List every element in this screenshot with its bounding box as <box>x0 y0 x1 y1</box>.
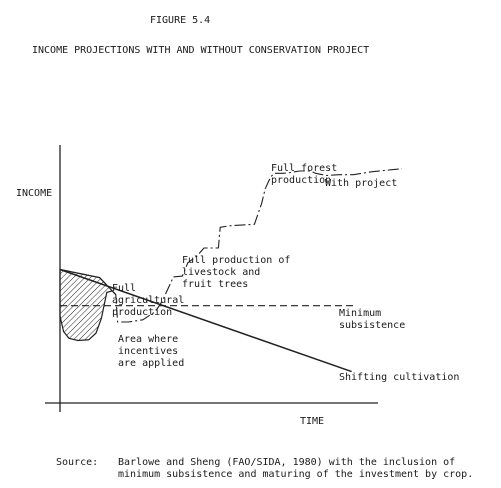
annotation-4: With project <box>325 178 398 189</box>
source-line-1: Barlowe and Sheng (FAO/SIDA, 1980) with the inclusion of <box>118 457 456 468</box>
x-axis-label: TIME <box>300 416 325 427</box>
annotation-6: Area where incentives are applied <box>118 334 185 369</box>
figure-label: FIGURE 5.4 <box>150 15 211 26</box>
source-line-2: minimum subsistence and maturing of the investment by crop. <box>118 469 474 480</box>
source-prefix: Source: <box>56 457 99 468</box>
incentive-area <box>60 269 116 340</box>
annotation-7: Shifting cultivation <box>339 372 460 383</box>
annotation-1: Full agricultural production <box>112 283 185 318</box>
annotation-5: Minimum subsistence <box>339 308 406 331</box>
annotation-3: Full forest production <box>271 163 338 186</box>
figure-title: INCOME PROJECTIONS WITH AND WITHOUT CONSERVATION PROJECT <box>32 45 370 56</box>
annotation-2: Full production of livestock and fruit trees <box>182 255 291 290</box>
y-axis-label: INCOME <box>16 188 53 199</box>
